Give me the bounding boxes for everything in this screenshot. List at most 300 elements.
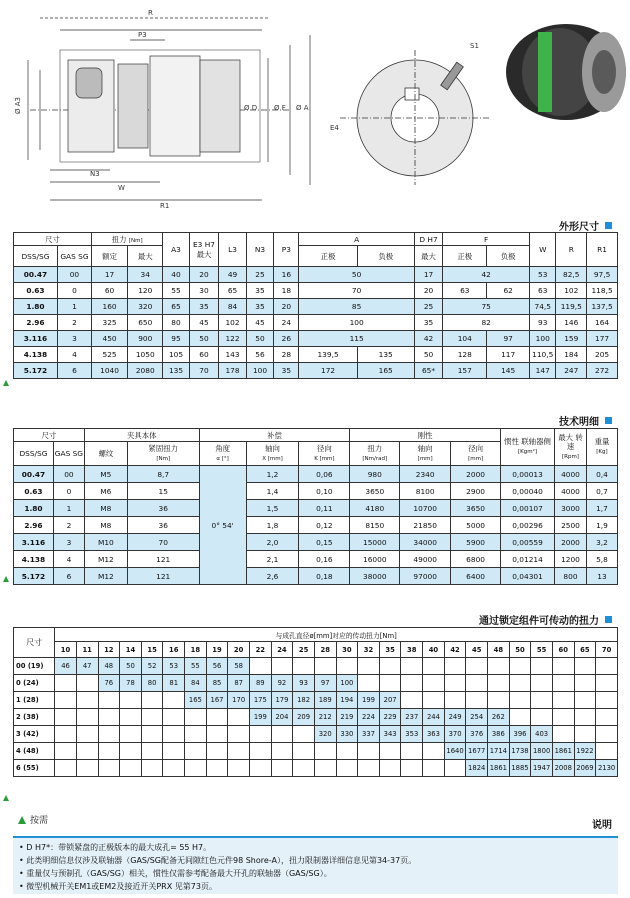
table-cell: 1040 xyxy=(91,363,127,379)
size-label: 6 (55) xyxy=(14,760,55,777)
size-label: 4 (48) xyxy=(14,743,55,760)
table-row xyxy=(14,500,618,517)
table-cell xyxy=(574,709,596,726)
table-cell: 212 xyxy=(314,709,336,726)
table-cell: 26 xyxy=(274,331,299,347)
table-cell: 145 xyxy=(487,363,530,379)
table-cell: 2000 xyxy=(555,534,587,551)
table-cell: 4000 xyxy=(555,466,587,483)
table-cell: M8 xyxy=(84,517,127,534)
note-item: • D H7*：带锁紧盘的正极版本的最大成孔= 55 H7。 xyxy=(19,843,212,852)
diameter-header: 48 xyxy=(488,642,510,658)
table-cell xyxy=(466,675,488,692)
size-dss: 0.63 xyxy=(14,283,58,299)
diameter-header: 45 xyxy=(466,642,488,658)
table-cell: 56 xyxy=(206,658,228,675)
table-cell: 199 xyxy=(358,692,380,709)
table-cell: 2900 xyxy=(451,483,501,500)
table-cell: 1947 xyxy=(531,760,553,777)
diameter-header: 55 xyxy=(531,642,553,658)
table-cell: 182 xyxy=(293,692,315,709)
table-cell xyxy=(293,658,315,675)
table-cell: 1050 xyxy=(128,347,163,363)
table-cell xyxy=(249,726,271,743)
table-cell: 36 xyxy=(127,517,199,534)
table-cell: 178 xyxy=(219,363,246,379)
table-cell xyxy=(596,675,618,692)
size-label: 2 (38) xyxy=(14,709,55,726)
table-row xyxy=(14,299,618,315)
table-cell xyxy=(98,692,120,709)
dim-label: Ø A3 xyxy=(14,97,22,114)
table-cell: 87 xyxy=(228,675,250,692)
size-dss: 3.116 xyxy=(14,534,54,551)
table-cell xyxy=(531,692,553,709)
table-cell: 164 xyxy=(587,315,618,331)
table-cell xyxy=(596,709,618,726)
table-cell: 52 xyxy=(141,658,163,675)
table-cell xyxy=(466,692,488,709)
table-cell: 5900 xyxy=(451,534,501,551)
table-cell: 17 xyxy=(91,267,127,283)
size-dss: 00.47 xyxy=(14,267,58,283)
table-cell xyxy=(55,675,77,692)
table-cell: 35 xyxy=(414,315,443,331)
table-row xyxy=(14,315,618,331)
table-cell: 74,5 xyxy=(530,299,556,315)
table-cell: 8150 xyxy=(350,517,400,534)
table-cell xyxy=(228,726,250,743)
table-cell: 1,7 xyxy=(586,500,617,517)
table-cell xyxy=(574,658,596,675)
diameter-header: 32 xyxy=(358,642,380,658)
diameter-header: 40 xyxy=(423,642,445,658)
dim-label: W xyxy=(118,184,125,192)
table-cell: 0,7 xyxy=(586,483,617,500)
table-cell xyxy=(120,760,142,777)
table-cell: 172 xyxy=(299,363,357,379)
table-cell: 3000 xyxy=(555,500,587,517)
table-cell: 237 xyxy=(401,709,423,726)
table-cell xyxy=(271,760,293,777)
table-cell: 0,18 xyxy=(299,568,350,585)
table-cell xyxy=(401,658,423,675)
table-cell: 0,11 xyxy=(299,500,350,517)
table-cell xyxy=(531,658,553,675)
table-cell xyxy=(444,760,466,777)
table-cell: 2080 xyxy=(128,363,163,379)
table-cell: 50 xyxy=(120,658,142,675)
size-gas: 6 xyxy=(53,568,84,585)
table-cell: 46 xyxy=(55,658,77,675)
table-cell: 117 xyxy=(487,347,530,363)
table-cell: 53 xyxy=(530,267,556,283)
table-cell: 229 xyxy=(379,709,401,726)
table-cell xyxy=(55,726,77,743)
size-label: 00 (19) xyxy=(14,658,55,675)
table-cell: 1677 xyxy=(466,743,488,760)
table-cell: 0,00040 xyxy=(501,483,555,500)
size-dss: 2.96 xyxy=(14,517,54,534)
table-cell xyxy=(271,726,293,743)
table-cell: 100 xyxy=(336,675,358,692)
table-cell: 980 xyxy=(350,466,400,483)
table-cell: 35 xyxy=(246,299,273,315)
size-gas: 00 xyxy=(53,466,84,483)
table-cell xyxy=(552,709,574,726)
table-cell xyxy=(596,743,618,760)
table-cell: 219 xyxy=(336,709,358,726)
table-cell: 110,5 xyxy=(530,347,556,363)
table-cell: 65 xyxy=(219,283,246,299)
table-cell: 121 xyxy=(127,568,199,585)
table-cell xyxy=(423,760,445,777)
table-cell: 386 xyxy=(488,726,510,743)
table-cell xyxy=(228,743,250,760)
table-cell: 70 xyxy=(127,534,199,551)
dim-label: Ø D xyxy=(244,104,258,112)
table-cell xyxy=(76,692,98,709)
table-cell xyxy=(401,692,423,709)
size-label: 3 (42) xyxy=(14,726,55,743)
table-cell: 85 xyxy=(299,299,414,315)
table-cell: 1714 xyxy=(488,743,510,760)
size-gas: 0 xyxy=(57,283,91,299)
table-cell: 2008 xyxy=(552,760,574,777)
triangle-icon xyxy=(18,816,26,824)
table-cell xyxy=(314,743,336,760)
table-cell: 2130 xyxy=(596,760,618,777)
table-cell: 396 xyxy=(509,726,531,743)
table-cell: 3650 xyxy=(451,500,501,517)
table-cell: 800 xyxy=(555,568,587,585)
table-cell: 1861 xyxy=(488,760,510,777)
note-item: • 重量仅与预制孔（GAS/SG）相关，惯性仅需参考配备最大开孔的联轴器（GAS/SG）。 xyxy=(19,869,332,878)
table-cell: 70 xyxy=(189,363,219,379)
table-cell xyxy=(249,760,271,777)
diameter-header: 14 xyxy=(120,642,142,658)
diameter-header: 70 xyxy=(596,642,618,658)
table-cell: 1,4 xyxy=(246,483,299,500)
table-row xyxy=(14,675,618,692)
table-cell xyxy=(379,760,401,777)
table-row xyxy=(14,551,618,568)
table-cell: 55 xyxy=(163,283,189,299)
table-row xyxy=(14,483,618,500)
table-cell: 92 xyxy=(271,675,293,692)
table-cell: 1800 xyxy=(531,743,553,760)
table-cell: 50 xyxy=(414,347,443,363)
table-cell: 135 xyxy=(163,363,189,379)
table-cell: 25 xyxy=(246,267,273,283)
table-cell: 13 xyxy=(586,568,617,585)
table-cell xyxy=(120,743,142,760)
table-cell: 1,8 xyxy=(246,517,299,534)
table-cell: 320 xyxy=(314,726,336,743)
table-cell xyxy=(293,760,315,777)
dim-label: N3 xyxy=(90,170,100,178)
table-cell xyxy=(141,692,163,709)
table-cell: 160 xyxy=(91,299,127,315)
diameter-header: 22 xyxy=(249,642,271,658)
notes-box xyxy=(13,836,618,894)
tech-details-table: 尺寸 夹具本体 补偿 刚性 惯性 联轴器侧 [Kgm²] 最大 转速 [Rpm] 重量 [Kg] DSS/SG GAS SG 螺纹 紧固扭力 [Nm] 角度 α [°] 轴向 X [mm] 径向 K [mm] 扭力 [Nm/rad] 轴向 [mm] 径向 [mm] 00.47 00 M5 8,7 0° 54' 1,2 0,06 980 2340 2000 0,00013 4000 0,4 0.63 0 M6 15 1,4 0,10 3650 8100 2900 0,00040 4000 0,7 1.80 1 M8 36 1,5 0,11 4180 10700 3650 0,00107 3000 1,7 2.96 2 M8 36 1,8 0,12 8150 21850 5000 0,00296 2500 1,9 3.116 3 M10 70 2,0 0,15 15000 34000 5900 0,00559 2000 3,2 4.138 4 M12 121 2,1 0,16 16000 49000 6800 0,01214 1200 5,8 5.172 6 M12 121 2,6 0,18 38000 97000 6400 0,04301 800 13 xyxy=(13,428,618,585)
table-cell: 100 xyxy=(299,315,414,331)
size-dss: 4.138 xyxy=(14,551,54,568)
size-dss: 5.172 xyxy=(14,568,54,585)
table-cell xyxy=(206,709,228,726)
table-cell: 0,15 xyxy=(299,534,350,551)
table-cell: 165 xyxy=(357,363,414,379)
table-cell: 157 xyxy=(443,363,487,379)
table-cell: 25 xyxy=(414,299,443,315)
torque-lock-table: 尺寸 与成孔直径ø[mm]对应的传动扭力[Nm] 10 11 12 14 15 16 18 19 20 22 24 25 28 30 32 35 38 40 42 45 48 50 55 60 65 70 00 (19) 46 47 48 50 52 53 55 56 58 0 (24) 76 78 80 81 84 85 87 89 92 93 97 100 1 (28) 165 167 170 175 179 182 189 194 199 207 2 (38) 199 204 209 212 219 224 229 237 244 249 254 262 3 (42) 320 330 337 343 353 363 370 376 386 396 403 4 (48) 1640 1677 1714 1738 1800 1861 1922 6 (55) 1824 1861 1885 1947 2008 2069 2130 xyxy=(13,627,618,777)
diameter-header: 60 xyxy=(552,642,574,658)
table-row xyxy=(14,283,618,299)
table-cell: 170 xyxy=(228,692,250,709)
table-cell: 403 xyxy=(531,726,553,743)
table-row xyxy=(14,658,618,675)
table-cell xyxy=(185,743,207,760)
size-gas: 4 xyxy=(57,347,91,363)
size-dss: 4.138 xyxy=(14,347,58,363)
table-cell xyxy=(98,726,120,743)
table-cell: 18 xyxy=(274,283,299,299)
size-gas: 0 xyxy=(53,483,84,500)
table-cell xyxy=(552,726,574,743)
table-cell xyxy=(444,658,466,675)
table-cell: 135 xyxy=(357,347,414,363)
table-cell: 209 xyxy=(293,709,315,726)
table-cell: 34 xyxy=(128,267,163,283)
table-cell: 78 xyxy=(120,675,142,692)
note-item: • 此类明细信息仅涉及联轴器（GAS/SG配备无间隙红色元件98 Shore-A），扭力限制器详细信息见第34-37页。 xyxy=(19,856,417,865)
size-gas: 00 xyxy=(57,267,91,283)
table-cell: 105 xyxy=(163,347,189,363)
table-cell: 35 xyxy=(246,283,273,299)
table-cell: 249 xyxy=(444,709,466,726)
table-cell: 8100 xyxy=(400,483,451,500)
table-cell: 40 xyxy=(163,267,189,283)
table-cell: 0,10 xyxy=(299,483,350,500)
table-cell xyxy=(141,709,163,726)
table-cell xyxy=(401,760,423,777)
table-cell xyxy=(336,658,358,675)
table-cell: 525 xyxy=(91,347,127,363)
table-cell xyxy=(76,675,98,692)
table-cell xyxy=(358,760,380,777)
dim-label: S1 xyxy=(470,42,479,50)
table-cell: 320 xyxy=(128,299,163,315)
table-cell xyxy=(120,726,142,743)
table-cell: 89 xyxy=(249,675,271,692)
table-cell: 48 xyxy=(98,658,120,675)
table-cell: 42 xyxy=(414,331,443,347)
table-cell: 49000 xyxy=(400,551,451,568)
table-cell xyxy=(76,743,98,760)
table-cell: 81 xyxy=(163,675,185,692)
triangle-icon xyxy=(3,795,9,801)
dim-label: Ø F xyxy=(274,104,286,112)
table-cell: 65 xyxy=(163,299,189,315)
table-cell xyxy=(271,658,293,675)
table-cell: 47 xyxy=(76,658,98,675)
table-cell: 0,00107 xyxy=(501,500,555,517)
table-cell: 205 xyxy=(587,347,618,363)
size-gas: 4 xyxy=(53,551,84,568)
table-cell: 122 xyxy=(219,331,246,347)
table-cell: 159 xyxy=(556,331,587,347)
diameter-header: 28 xyxy=(314,642,336,658)
product-photo xyxy=(506,24,626,120)
table-cell: 1824 xyxy=(466,760,488,777)
table-row xyxy=(14,709,618,726)
table-cell: 2340 xyxy=(400,466,451,483)
table-cell xyxy=(358,658,380,675)
table-cell: 194 xyxy=(336,692,358,709)
table-row xyxy=(14,568,618,585)
table-cell: 24 xyxy=(274,315,299,331)
diameter-header: 65 xyxy=(574,642,596,658)
section-title-tech-details: 技术明细 xyxy=(559,413,612,428)
table-cell: 70 xyxy=(299,283,414,299)
diameter-header: 18 xyxy=(185,642,207,658)
triangle-icon xyxy=(3,576,9,582)
table-cell xyxy=(228,709,250,726)
table-cell: M10 xyxy=(84,534,127,551)
table-cell xyxy=(271,743,293,760)
table-cell xyxy=(552,675,574,692)
table-cell: 82 xyxy=(443,315,530,331)
diameter-header: 11 xyxy=(76,642,98,658)
table-cell xyxy=(163,692,185,709)
table-cell: 20 xyxy=(274,299,299,315)
diameter-header: 10 xyxy=(55,642,77,658)
triangle-icon xyxy=(3,380,9,386)
table-cell: 0,00559 xyxy=(501,534,555,551)
table-cell xyxy=(163,743,185,760)
diameter-header: 35 xyxy=(379,642,401,658)
table-cell: 199 xyxy=(249,709,271,726)
table-cell: 102 xyxy=(556,283,587,299)
table-cell: 189 xyxy=(314,692,336,709)
table-cell: 207 xyxy=(379,692,401,709)
table-cell xyxy=(314,760,336,777)
table-cell xyxy=(379,675,401,692)
table-cell: 100 xyxy=(530,331,556,347)
table-cell: 2069 xyxy=(574,760,596,777)
table-cell xyxy=(314,658,336,675)
table-cell: 147 xyxy=(530,363,556,379)
table-cell: 76 xyxy=(98,675,120,692)
table-cell: 16 xyxy=(274,267,299,283)
table-cell: 82,5 xyxy=(556,267,587,283)
table-cell: 4000 xyxy=(555,483,587,500)
table-row xyxy=(14,363,618,379)
table-row xyxy=(14,331,618,347)
note-item: • 微型机械开关EM1或EM2及接近开关PRX 见第73页。 xyxy=(19,882,217,891)
table-cell: M8 xyxy=(84,500,127,517)
table-cell: 1200 xyxy=(555,551,587,568)
table-cell: 2,0 xyxy=(246,534,299,551)
table-cell: 224 xyxy=(358,709,380,726)
angle-value: 0° 54' xyxy=(199,466,246,585)
table-cell: 2000 xyxy=(451,466,501,483)
table-cell: 20 xyxy=(189,267,219,283)
table-cell xyxy=(509,675,531,692)
table-cell: 337 xyxy=(358,726,380,743)
table-cell: 63 xyxy=(530,283,556,299)
table-cell: 2500 xyxy=(555,517,587,534)
diameter-header: 19 xyxy=(206,642,228,658)
table-cell xyxy=(509,658,531,675)
table-cell: 95 xyxy=(163,331,189,347)
table-cell xyxy=(444,675,466,692)
table-cell: 16000 xyxy=(350,551,400,568)
table-row xyxy=(14,692,618,709)
table-cell: 65* xyxy=(414,363,443,379)
table-cell xyxy=(423,675,445,692)
table-cell: 165 xyxy=(185,692,207,709)
table-cell xyxy=(228,760,250,777)
table-cell xyxy=(444,692,466,709)
table-cell xyxy=(531,709,553,726)
diameter-header: 16 xyxy=(163,642,185,658)
table-cell: 121 xyxy=(127,551,199,568)
table-cell: 118,5 xyxy=(587,283,618,299)
table-cell: 15 xyxy=(127,483,199,500)
table-cell: 10700 xyxy=(400,500,451,517)
table-cell: 21850 xyxy=(400,517,451,534)
table-cell: M6 xyxy=(84,483,127,500)
technical-drawings xyxy=(0,0,630,215)
table-cell: 2,1 xyxy=(246,551,299,568)
table-cell xyxy=(141,760,163,777)
table-cell xyxy=(358,675,380,692)
table-cell: 1,5 xyxy=(246,500,299,517)
table-cell: 53 xyxy=(163,658,185,675)
table-cell xyxy=(120,692,142,709)
table-cell: 85 xyxy=(206,675,228,692)
table-row xyxy=(14,347,618,363)
table-cell xyxy=(336,760,358,777)
table-cell: 0,06 xyxy=(299,466,350,483)
table-cell xyxy=(574,726,596,743)
table-cell: 84 xyxy=(219,299,246,315)
table-cell xyxy=(488,658,510,675)
diameter-header: 42 xyxy=(444,642,466,658)
table-cell: 650 xyxy=(128,315,163,331)
table-cell: 143 xyxy=(219,347,246,363)
table-cell: 0,01214 xyxy=(501,551,555,568)
table-cell: 325 xyxy=(91,315,127,331)
table-cell xyxy=(423,743,445,760)
table-cell xyxy=(55,743,77,760)
table-cell xyxy=(163,726,185,743)
size-dss: 5.172 xyxy=(14,363,58,379)
table-cell xyxy=(531,675,553,692)
table-cell xyxy=(98,760,120,777)
table-cell xyxy=(552,692,574,709)
table-cell: 370 xyxy=(444,726,466,743)
table-cell: 30 xyxy=(189,283,219,299)
table-cell: 272 xyxy=(587,363,618,379)
table-cell: 119,5 xyxy=(556,299,587,315)
diameter-header: 38 xyxy=(401,642,423,658)
table-cell xyxy=(488,692,510,709)
table-cell: 0,4 xyxy=(586,466,617,483)
table-cell xyxy=(379,658,401,675)
